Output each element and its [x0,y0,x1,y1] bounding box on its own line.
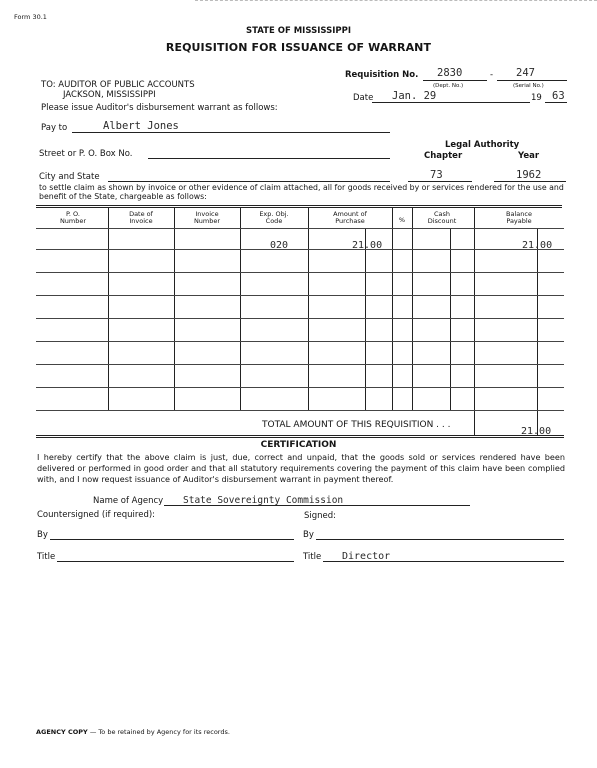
col-divider [474,208,475,435]
year-line [545,102,567,103]
col-divider [174,208,175,410]
date-value[interactable]: Jan. 29 [392,90,437,102]
dept-no-line [423,80,487,81]
row-rule [36,272,564,273]
form-number: Form 30.1 [14,13,47,21]
addressee-line-2: JACKSON, MISSISSIPPI [63,90,156,100]
by-label-left: By [37,530,48,540]
date-label: Date [353,93,374,103]
dept-no-value[interactable]: 2830 [437,67,463,79]
col-divider [412,208,413,410]
year-prefix: 19 [531,93,542,103]
table-row-1-exp-code[interactable]: 020 [270,240,289,251]
footer [36,728,230,736]
table-top-rule [36,205,562,206]
col-divider [450,228,451,410]
chapter-line [408,181,472,182]
serial-no-line [497,80,567,81]
certification-heading: CERTIFICATION [260,440,337,450]
addressee-line-1: TO: AUDITOR OF PUBLIC ACCOUNTS [41,80,195,90]
row-rule [36,364,564,365]
agency-copy-label: AGENCY COPY [36,728,88,736]
col-invoice-number: Invoice Number [193,210,221,225]
row-rule [36,410,564,411]
col-divider [537,228,538,435]
col-exp-obj-code: Exp. Obj. Code [259,210,289,225]
by-line-right[interactable] [316,539,564,540]
title-line-left[interactable] [57,561,294,562]
row-rule [36,387,564,388]
year-authority-value[interactable]: 1962 [516,169,542,181]
col-balance: Balance Payable [506,210,532,225]
col-divider [392,208,393,410]
dept-no-caption: (Dept. No.) [433,83,464,89]
chapter-value[interactable]: 73 [430,169,443,181]
col-divider [308,208,309,410]
legal-authority-label: Legal Authority [445,140,520,150]
street-label: Street or P. O. Box No. [39,149,133,159]
pay-to-label: Pay to [41,123,68,133]
title-label-left: Title [37,552,56,562]
city-line [108,181,390,182]
col-percent: % [398,216,406,224]
row-rule [36,318,564,319]
claim-text: to settle claim as shown by invoice or other evidence of claim attached, all for goods received by or services rendered for the use and benefit of the State, chargeable as follows: [39,183,564,201]
table-row-1-balance[interactable]: 21.00 [522,240,553,251]
total-value[interactable]: 21.00 [521,426,552,437]
top-perforation [195,0,597,1]
chapter-label: Chapter [424,151,463,161]
total-label: TOTAL AMOUNT OF THIS REQUISITION . . . [262,420,451,430]
agency-value[interactable]: State Sovereignty Commission [183,495,344,506]
serial-no-value[interactable]: 247 [516,67,535,79]
year-value[interactable]: 63 [552,90,565,102]
header-rule [36,228,564,229]
serial-no-caption: (Serial No.) [513,83,544,89]
agency-label: Name of Agency [93,496,164,506]
pay-to-value[interactable]: Albert Jones [103,120,179,132]
col-amount: Amount of Purchase [333,210,367,225]
agency-copy-note: — To be retained by Agency for its records. [89,728,230,736]
year-authority-line [494,181,566,182]
street-line [148,158,390,159]
form-title: REQUISITION FOR ISSUANCE OF WARRANT [165,41,432,54]
year-label: Year [518,151,540,161]
row-rule [36,295,564,296]
countersigned-label: Countersigned (if required): [37,510,156,520]
city-label: City and State [39,172,100,182]
table-row-1-amount[interactable]: 21.00 [352,240,383,251]
title-label-right: Title [303,552,322,562]
by-label-right: By [303,530,314,540]
pay-to-line [72,132,390,133]
by-line-left[interactable] [50,539,294,540]
certification-text: I hereby certify that the above claim is just, due, correct and unpaid, that the goods sold or services rendered have been delivered or performed in good order and that all statutory requirements covering the payment of this claim have been complied with, and I now request issuance of Auditor's disbursement warrant in payment thereof. [37,452,565,484]
col-date-invoice: Date of Invoice [129,210,153,225]
total-rule [36,435,564,436]
total-rule-2 [36,437,564,438]
col-divider [108,208,109,410]
date-line [372,102,530,103]
col-divider [365,228,366,410]
title-value-right[interactable]: Director [342,551,391,562]
requisition-dash: - [490,70,494,80]
instruction-text: Please issue Auditor's disbursement warrant as follows: [41,103,278,113]
row-rule [36,341,564,342]
col-cash-discount: Cash Discount [427,210,457,225]
table-top-rule-2 [36,207,562,208]
col-divider [240,208,241,410]
col-po-number: P. O. Number [59,210,87,225]
row-rule [36,249,564,250]
requisition-label: Requisition No. [345,70,419,80]
state-heading: STATE OF MISSISSIPPI [245,26,352,36]
signed-label: Signed: [304,511,337,521]
